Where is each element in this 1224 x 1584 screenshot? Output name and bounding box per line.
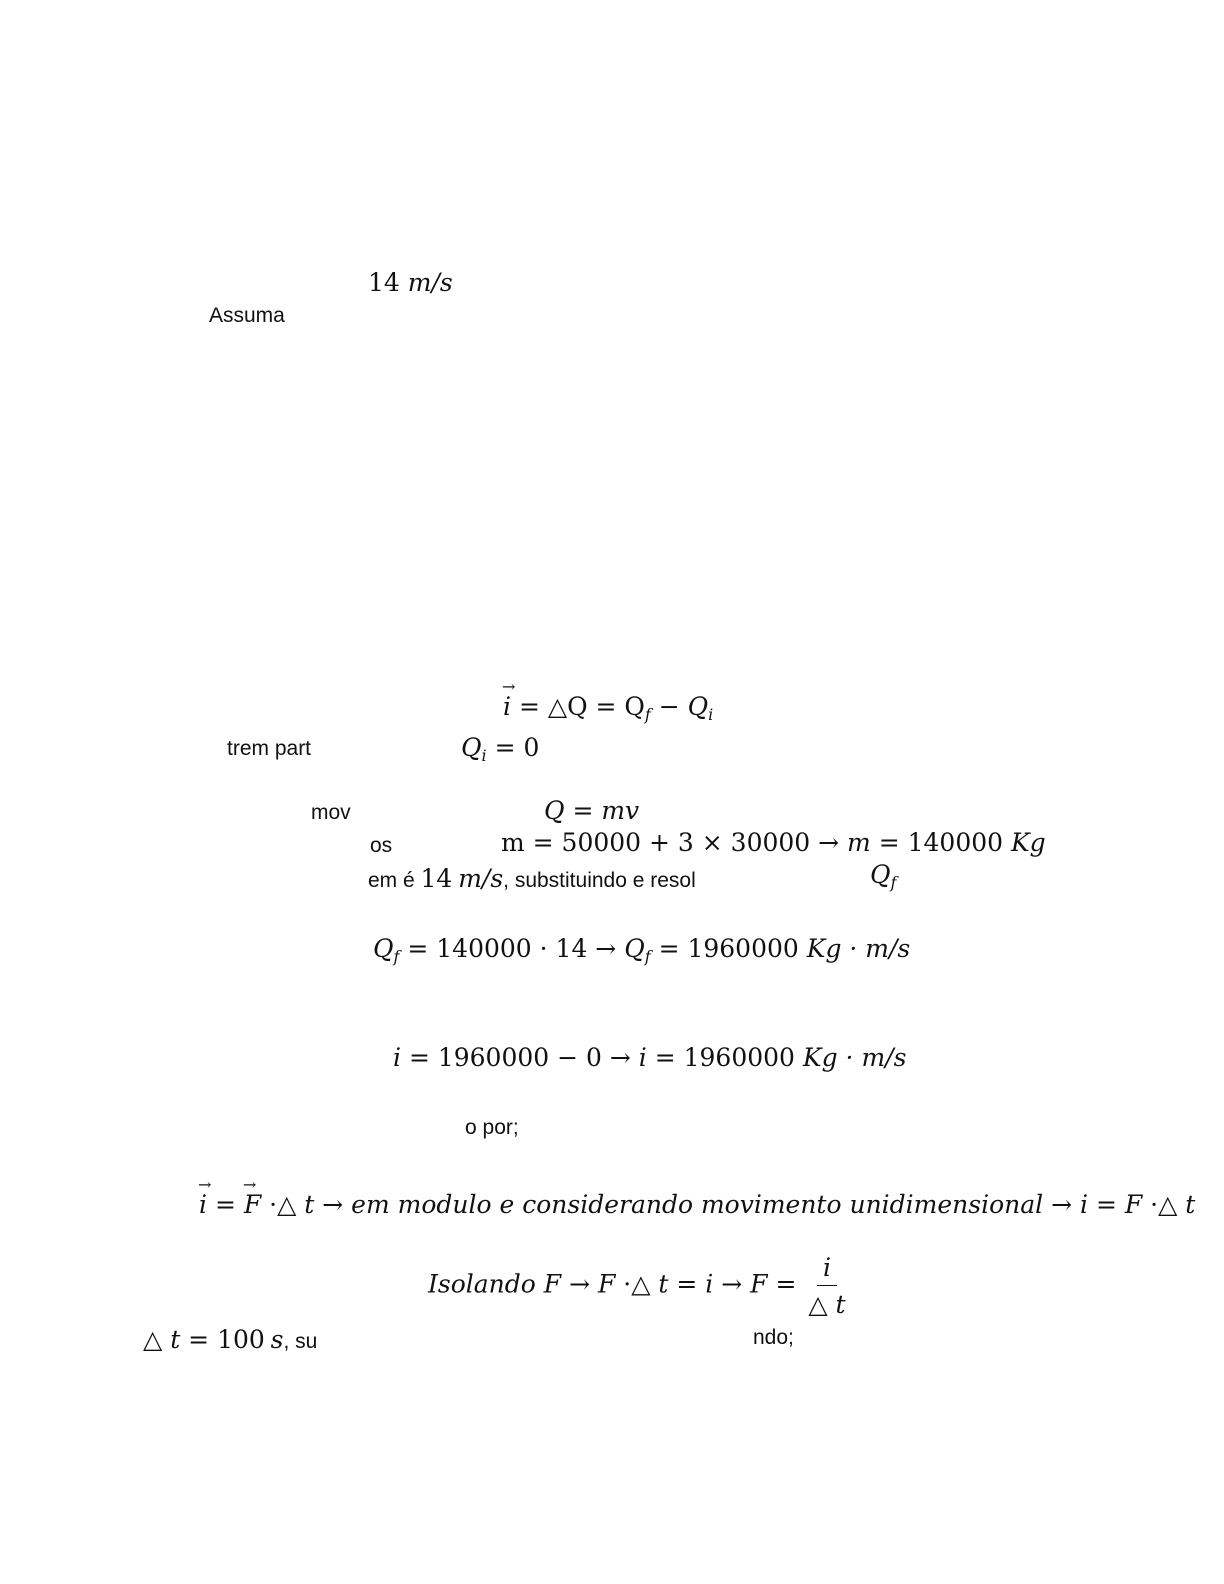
impulse-calculation: i = 1960000 − 0 → i = 1960000 Kg · m/s (393, 1043, 907, 1072)
final-momentum-calculation: $Q_f = 140000 \cdot 14 \to Q_f = 1960000$ Kg · m/s (373, 934, 911, 966)
impulse-definition-equation: → i = △Q = $Q_f - Q_i$ (503, 694, 713, 723)
assuma-text: Assuma (209, 304, 285, 327)
ndo-text: ndo; (753, 1326, 794, 1349)
initial-momentum-equation: $Q_i = 0$ (461, 733, 540, 765)
impulse-vector-symbol: → i (503, 694, 511, 719)
final-momentum-symbol: $Q_f$ (870, 860, 897, 892)
mov-text: mov (311, 801, 351, 824)
trem-part-text: trem part (227, 737, 312, 760)
impulse-calculated-sentence: △ t = 100 s, su (143, 1325, 318, 1354)
force-fraction: $\frac{i}{\triangle t}$ (808, 1253, 846, 1319)
os-text: os (370, 834, 393, 857)
substitution-sentence: em é 14 m/s, substituindo e resol (368, 864, 696, 893)
mass-calculation-equation: m = 50000 + 3 × 30000 → m = 140000 Kg (501, 828, 1046, 857)
velocity-expression: 14 m/s (368, 268, 453, 297)
o-por-text: o por; (465, 1116, 519, 1139)
momentum-definition-equation: Q = mv (544, 796, 640, 825)
impulse-force-relation: → i = → F ·△ t → em modulo e considerando movimento unidimensional → i = F ·△ t (199, 1192, 1195, 1217)
isolating-force-equation: Isolando F → F ·△ t = i → F = $\frac{i}{\triangle t}$ (428, 1253, 846, 1319)
